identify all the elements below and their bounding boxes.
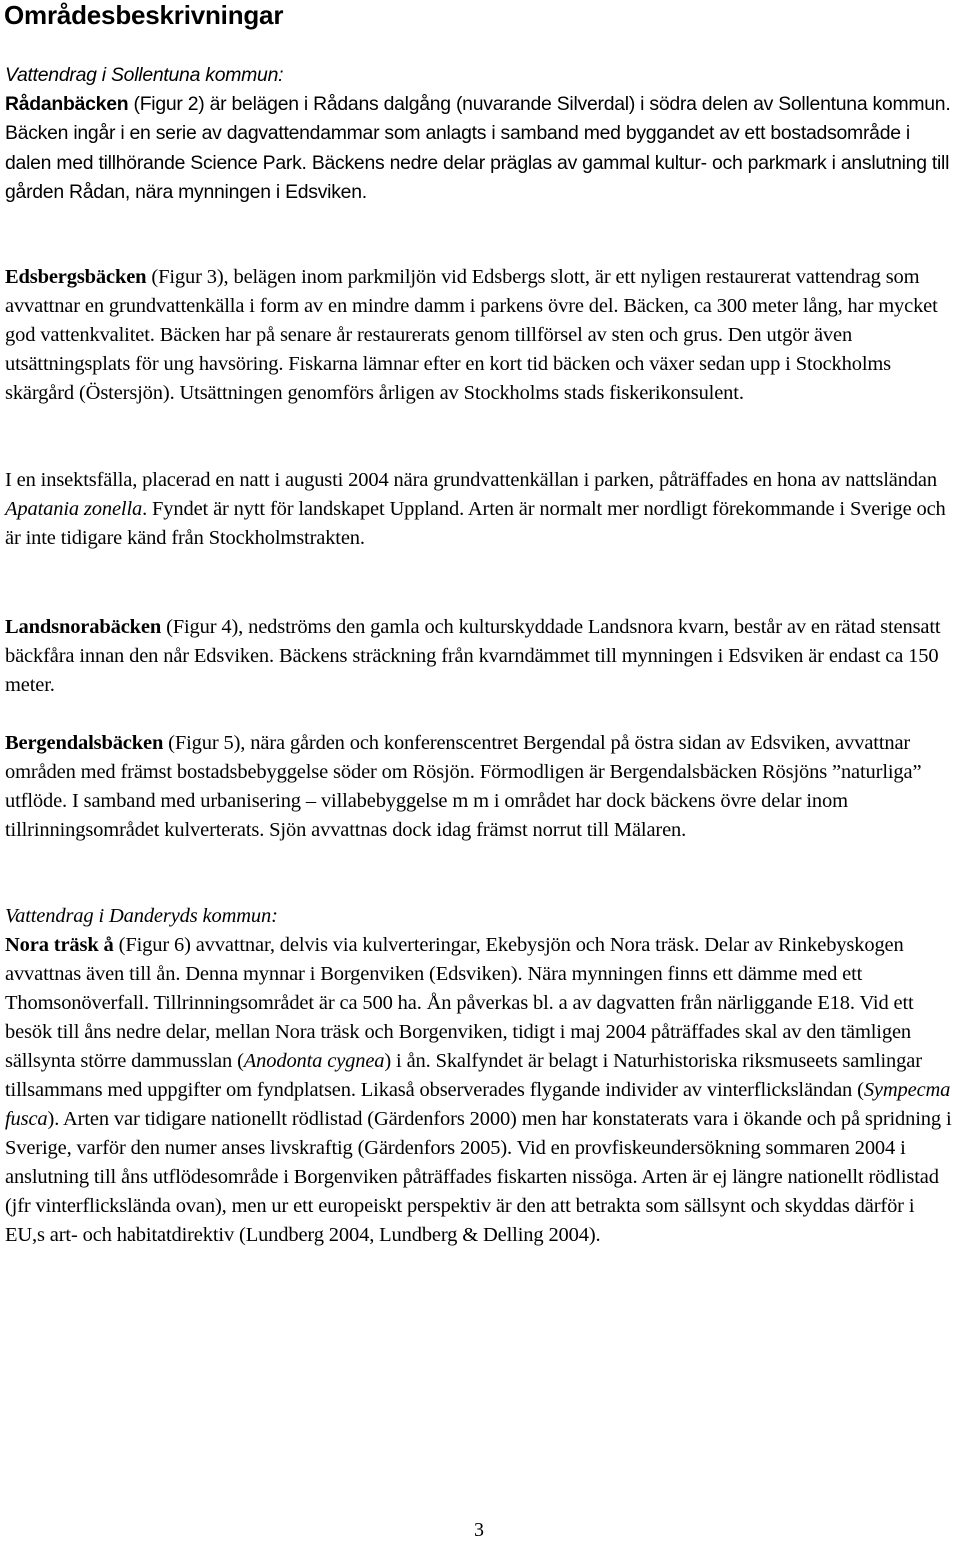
paragraph-edsbergsbacken — [5, 263, 959, 408]
section-heading-danderyd: Vattendrag i Danderyds kommun: — [5, 905, 278, 927]
insekt-text-b: . Fyndet är nytt för landskapet Uppland. Arten är normalt mer nordligt förekommande i Sverige och är inte tidigare känd från Stockholmstrakten. — [5, 498, 946, 549]
radanbacken-text: (Figur 2) är belägen i Rådans dalgång (nuvarande Silverdal) i södra delen av Sollentuna kommun. Bäcken ingår i en serie av dagvattendammar som anlagts i samband med byggandet av ett bostadsområde i dalen med tillhörande Science Park. Bäckens nedre delar präglas av gammal kultur- och parkmark i anslutning till gården Rådan, nära mynningen i Edsviken. — [5, 93, 951, 203]
stream-name-bergendalsbacken: Bergendalsbäcken — [5, 732, 164, 754]
stream-name-edsbergsbacken: Edsbergsbäcken — [5, 266, 147, 288]
species-apatania-zonella: Apatania zonella — [5, 498, 143, 520]
nora-text-b: ) i ån. Skalfyndet är belagt i Naturhistoriska riksmuseets samlingar tillsammans med uppgifter om fyndplatsen. Likaså observerades flygande individer av vinterflicksländan ( — [5, 1050, 922, 1101]
stream-name-nora-trask-a: Nora träsk å — [5, 934, 114, 956]
landsnorabacken-text: (Figur 4), nedströms den gamla och kulturskyddade Landsnora kvarn, består av en rätad stensatt bäckfåra innan den når Edsviken. Bäckens sträckning från kvarndämmet till mynningen i Edsviken är endast ca 150 meter. — [5, 616, 941, 696]
insekt-text-a: I en insektsfälla, placerad en natt i augusti 2004 nära grundvattenkällan i parken, påträffades en hona av nattsländan — [5, 469, 937, 491]
stream-name-landsnorabacken: Landsnorabäcken — [5, 616, 162, 638]
paragraph-nora-trask-a — [5, 902, 959, 1250]
paragraph-radanbacken — [5, 61, 959, 207]
bergendalsbacken-text: (Figur 5), nära gården och konferenscentret Bergendal på östra sidan av Edsviken, avvattnar områden med främst bostadsbebyggelse söder om Rösjön. Förmodligen är Bergendalsbäcken Rösjöns ”naturliga” utflöde. I samband med urbanisering – villabebyggelse m m i området har dock bäckens övre delar inom tillrinningsområdet kulverterats. Sjön avvattnas dock idag främst norrut till Mälaren. — [5, 732, 922, 841]
stream-name-radanbacken: Rådanbäcken — [5, 93, 129, 116]
page-title: Områdesbeskrivningar — [4, 0, 284, 30]
paragraph-insektsfalla — [5, 466, 959, 553]
section-heading-sollentuna: Vattendrag i Sollentuna kommun: — [5, 64, 284, 86]
page-number: 3 — [474, 1519, 484, 1541]
species-sympecma-fusca: Sympecma fusca — [5, 1079, 951, 1130]
paragraph-bergendalsbacken — [5, 729, 959, 845]
species-anodonta-cygnea: Anodonta cygnea — [243, 1050, 385, 1072]
nora-text-c: ). Arten var tidigare nationellt rödlistad (Gärdenfors 2000) men har konstaterats vara i ökande och på spridning i Sverige, varför den numer anses livskraftig (Gärdenfors 2005). Vid en provfiskeundersökning sommaren 2004 i anslutning till åns utflödesområde i Borgenviken påträffades fiskarten nissöga. Arten är ej längre nationellt rödlistad (jfr vinterflickslända ovan), men ur ett europeiskt perspektiv är den att betrakta som sällsynt och skyddas därför i EU,s art- och habitatdirektiv (Lundberg 2004, Lundberg & Delling 2004). — [5, 1108, 952, 1246]
paragraph-landsnorabacken — [5, 613, 959, 700]
edsbergsbacken-text: (Figur 3), belägen inom parkmiljön vid Edsbergs slott, är ett nyligen restaurerat vattendrag som avvattnar en grundvattenkälla i form av en mindre damm i parkens övre del. Bäcken, ca 300 meter lång, har mycket god vattenkvalitet. Bäcken har på senare år restaurerats genom tillförsel av sten och grus. Den utgör även utsättningsplats för ung havsöring. Fiskarna lämnar efter en kort tid bäcken och växer sedan upp i Stockholms skärgård (Östersjön). Utsättningen genomförs årligen av Stockholms stads fiskerikonsulent. — [5, 266, 938, 404]
nora-text-a: (Figur 6) avvattnar, delvis via kulverteringar, Ekebysjön och Nora träsk. Delar av Rinkebyskogen avvattnas även till ån. Denna mynnar i Borgenviken (Edsviken). Nära mynningen finns ett dämme med ett Thomsonöverfall. Tillrinningsområdet är ca 500 ha. Ån påverkas bl. a av dagvatten från närliggande E18. Vid ett besök till åns nedre delar, mellan Nora träsk och Borgenviken, tidigt i maj 2004 påträffades skal av den tämligen sällsynta större dammusslan ( — [5, 934, 914, 1072]
